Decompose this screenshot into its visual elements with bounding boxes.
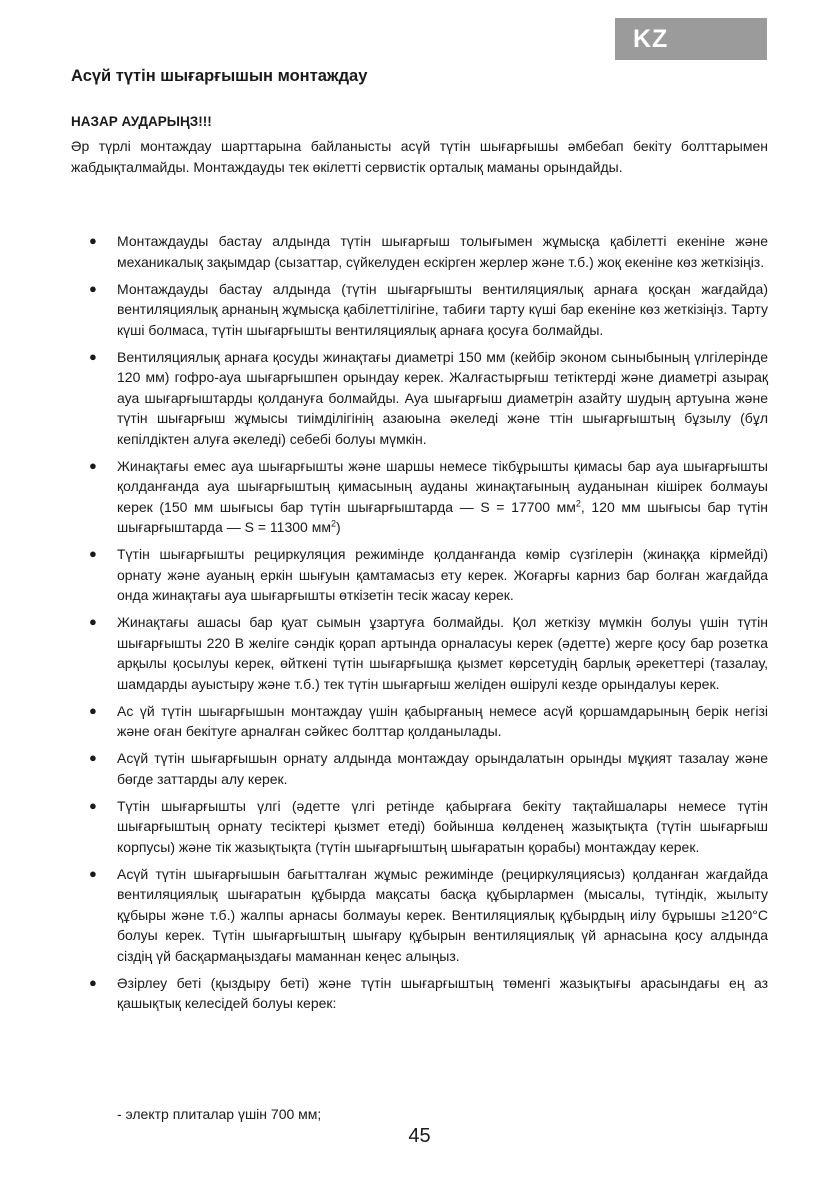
list-item-text: Монтаждауды бастау алдында (түтін шығарғышты вентиляциялық арнаға қосқан жағдайда) вентиляциялық арнаның жұмысқа қабілеттілігіне, табиғи тарту күші бар екеніне көз жеткізіңіз. Тарту күші болмаса, түтін шығарғышты вентиляциялық арнаға қосуға болмайды. bbox=[117, 280, 768, 338]
text-segment: , 120 мм шығысы бар түтін шығарғыштарда — S = 11300 мм bbox=[117, 498, 768, 535]
list-item bbox=[89, 231, 768, 272]
list-item bbox=[89, 973, 768, 1014]
list-item-text: Әзірлеу беті (қыздыру беті) және түтін шығарғыштың төменгі жазықтығы арасындағы ең аз қашықтық келесідей болуы керек: bbox=[117, 974, 768, 1011]
list-item-text: Жинақтағы ашасы бар қуат сымын ұзартуға болмайды. Қол жеткізу мүмкін болуы үшін түтін шығарғышты 220 В желіге сәндік қорап артында орналасуы керек (әдетте) жерге қосу бар розетка арқылы қосылуы керек, өйткені түтін шығарғышқа қызмет көрсетудің барлық әрекеттері (тазалау, шамдарды ауыстыру және т.б.) тек түтін шығарғыш желіден өшірулі кезде орындалуы керек. bbox=[117, 614, 768, 692]
list-item-text: Монтаждауды бастау алдында түтін шығарғыш толығымен жұмысқа қабілетті екеніне және механикалық зақымдар (сызаттар, сүйкелуден ескірген жерлер және т.б.) жоқ екеніне көз жеткізіңіз. bbox=[117, 233, 768, 270]
intro-paragraph: Әр түрлі монтаждау шарттарына байланысты асүй түтін шығарғышы әмбебап бекіту болттарымен жабдықталмайды. Монтаждауды тек өкілетті сервистік орталық маманы орындайды. bbox=[71, 138, 768, 175]
bullet-icon: ● bbox=[89, 614, 97, 629]
bullet-icon: ● bbox=[89, 233, 97, 248]
list-item bbox=[89, 612, 768, 694]
language-tab: KZ bbox=[615, 18, 767, 60]
list-item-text: Вентиляциялық арнаға қосуды жинақтағы диаметрі 150 мм (кейбір эконом сыныбының үлгілерінде 120 мм) гофро-ауа шығарғышпен орындау керек. Жалғастырғыш тетіктерді және диаметрі азырақ ауа шығарғыштарды қолдануға болмайды. Ауа шығарғыш диаметрін азайту шудың артуына және түтін шығарғыш жұмысы тиімділігінің азаюына әкеледі және ттін шығарғыштың бұзылу (бұл кепілдіктен алуға әкеледі) себебі болуы мүмкін. bbox=[117, 348, 768, 447]
bullet-icon: ● bbox=[89, 797, 97, 813]
superscript: 2 bbox=[330, 518, 336, 529]
instruction-list bbox=[89, 231, 768, 1020]
list-item-text: Түтін шығарғышты үлгі (әдетте үлгі ретінде қабырғаға бекіту тақтайшалары немесе түтін шығарғыштың орнату тесіктері қызмет етеді) бойынша көлденең жазықтықта (түтін шығарғыш корпусы) және тік жазықтықта (түтін шығарғыштың шығаратын қорабы) монтаждау керек. bbox=[117, 797, 768, 855]
sub-list-item: - электр плиталар үшін 700 мм; bbox=[117, 1106, 322, 1122]
section-title: Асүй түтін шығарғышын монтаждау bbox=[71, 67, 368, 85]
list-item-text: Ас үй түтін шығарғышын монтаждау үшін қабырғаның немесе асүй қоршамдарының берік негізі және оған бекітуге арналған сәйкес болттар қолданылады. bbox=[117, 702, 768, 739]
superscript: 2 bbox=[575, 497, 581, 508]
list-item bbox=[89, 279, 768, 341]
bullet-icon: ● bbox=[89, 348, 97, 364]
list-item-text: Асүй түтін шығарғышын орнату алдында монтаждау орындалатын орынды мұқият тазалау және бөгде заттарды алу керек. bbox=[117, 750, 768, 787]
list-item-text bbox=[117, 458, 768, 536]
warning-heading: НАЗАР АУДАРЫҢЗ!!! bbox=[71, 114, 212, 129]
list-item-text: Түтін шығарғышты рециркуляция режимінде қолданғанда көмір сүзгілерін (жинаққа кірмейді) орнату және ауаның еркін шығуын қамтамасыз ету керек. Жоғарғы карниз бар болған жағдайда онда жинақтағы ауа шығарғышты өткізетін тесік жасау керек. bbox=[117, 546, 768, 603]
page-number: 45 bbox=[408, 1125, 431, 1147]
list-item bbox=[89, 544, 768, 606]
text-segment: ) bbox=[335, 519, 341, 535]
list-item bbox=[89, 456, 768, 538]
bullet-icon: ● bbox=[89, 546, 97, 561]
bullet-icon: ● bbox=[89, 865, 97, 881]
list-item bbox=[89, 701, 768, 742]
list-item bbox=[89, 796, 768, 858]
list-item-text: Асүй түтін шығарғышын бағытталған жұмыс режимінде (рециркуляциясыз) қолданған жағдайда вентиляциялық шығаратын құбырда мақсаты басқа құбырлармен (мысалы, түтіндік, жылыту құбыры және т.б.) жалпы арнасы болмауы керек. Вентиляциялық құбырдың иілу бұрышы ≥120°С болуы керек. Түтін шығарғыштың шығару құбырын вентиляциялық үй арнасына қосу алдында сіздің үй басқармаңыздағы маманнан кеңес алыңыз. bbox=[117, 865, 768, 964]
list-item bbox=[89, 864, 768, 967]
list-item bbox=[89, 347, 768, 450]
bullet-icon: ● bbox=[89, 974, 97, 990]
bullet-icon: ● bbox=[89, 702, 97, 718]
bullet-icon: ● bbox=[89, 457, 97, 473]
bullet-icon: ● bbox=[89, 750, 97, 765]
text-segment: Жинақтағы емес ауа шығарғышты және шаршы немесе тікбұрышты қимасы бар ауа шығарғышты қолданғанда ауа шығарғыштың қимасының ауданы жинақтағының ауданынан кішірек болмауы керек (150 мм шығысы бар түтін шығарғыштарда — S = 17700 мм bbox=[117, 457, 768, 515]
bullet-icon: ● bbox=[89, 280, 97, 296]
list-item bbox=[89, 748, 768, 789]
